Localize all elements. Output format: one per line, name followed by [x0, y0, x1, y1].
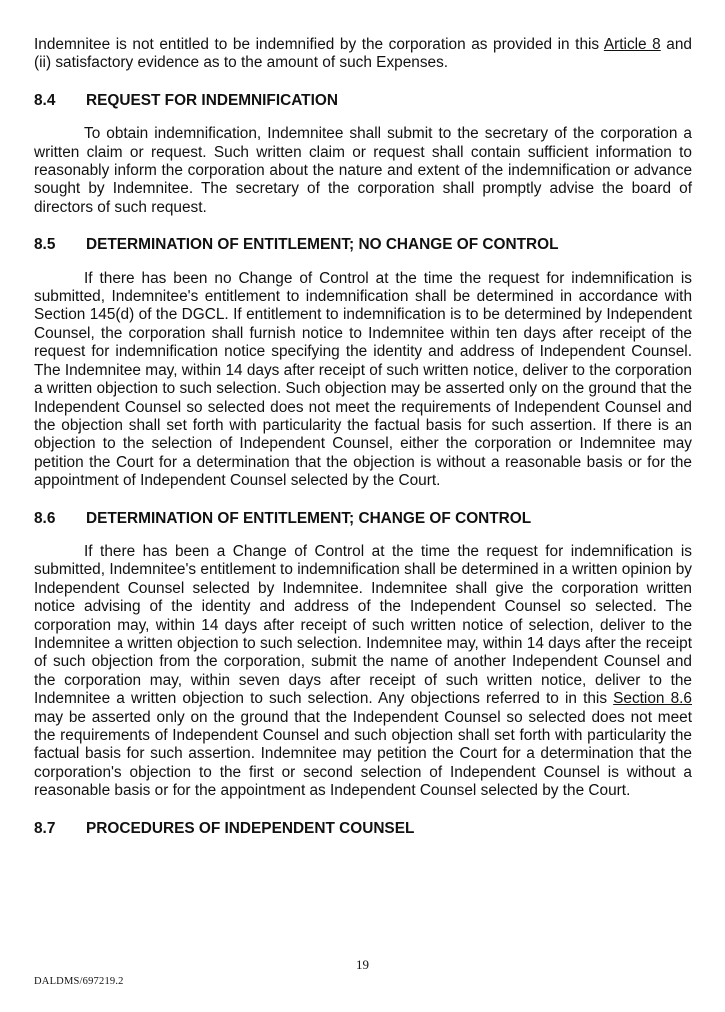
intro-text-before: Indemnitee is not entitled to be indemnified by the corporation as provided in this — [34, 36, 604, 53]
section-body-8-5: If there has been no Change of Control at the time the request for indemnification is submitted, Indemnitee's entitlement to indemnification shall be determined in accordance with Section 145(d) of the DGCL. If entitlement to indemnification is to be determined by Independent Counsel, the corporation shall furnish notice to Indemnitee within ten days after receipt of the request for indemnification notice specifying the identity and address of Independent Counsel. The Indemnitee may, within 14 days after receipt of such written notice, deliver to the corporation a written objection to such selection. Such objection may be asserted only on the ground that the Independent Counsel so selected does not meet the requirements of Independent Counsel and the objection shall set forth with particularity the factual basis for such assertion. If there is an objection to the selection of Independent Counsel, either the corporation or Indemnitee may petition the Court for a determination that the objection is without a reasonable basis or for the appointment of Independent Counsel selected by the Court. — [34, 269, 692, 490]
page-number: 19 — [356, 957, 369, 972]
section-number: 8.6 — [34, 509, 56, 527]
section-heading-8-5 — [34, 236, 692, 254]
section-number: 8.5 — [34, 236, 56, 254]
section-heading-8-7 — [34, 820, 692, 838]
section-number: 8.4 — [34, 91, 56, 109]
section-body-8-6-before: If there has been a Change of Control at the time the request for indemnification is submitted, Indemnitee's entitlement to indemnification shall be determined in a written opinion by Independent Counsel selected by Indemnitee. Indemnitee shall give the corporation written notice advising of the identity and address of the Independent Counsel so selected. The corporation may, within 14 days after receipt of such written notice of selection, deliver to the Indemnitee a written objection to such selection. Indemnitee may, within 14 days after the receipt of such objection from the corporation, submit the name of another Independent Counsel and the corporation may, within seven days after receipt of such written notice, deliver to the Indemnitee a written objection to such selection. Any objections referred to in this — [34, 542, 692, 708]
section-body-8-4: To obtain indemnification, Indemnitee shall submit to the secretary of the corporation a written claim or request. Such written claim or request shall contain sufficient information to reasonably inform the corporation about the nature and extent of the indemnification or advance sought by Indemnitee. The secretary of the corporation shall promptly advise the board of directors of such request. — [34, 125, 692, 216]
section-body-8-6-after: may be asserted only on the ground that the Independent Counsel so selected does not meet the requirements of Independent Counsel and such objection shall set forth with particularity the factual basis for such assertion. Indemnitee may petition the Court for a determination that the corporation's objection to the first or second selection of Independent Counsel is without a reasonable basis or for the appointment as Independent Counsel selected by the Court. — [34, 708, 692, 800]
intro-text-after: and (ii) satisfactory evidence as to the amount of such Expenses. — [34, 36, 692, 72]
section-title: DETERMINATION OF ENTITLEMENT; CHANGE OF CONTROL — [86, 509, 532, 527]
section-heading-8-4 — [34, 92, 692, 110]
section-8-6-reference[interactable]: Section 8.6 — [613, 690, 692, 708]
section-number: 8.7 — [34, 819, 56, 837]
section-title: DETERMINATION OF ENTITLEMENT; NO CHANGE OF CONTROL — [86, 236, 559, 254]
section-title: REQUEST FOR INDEMNIFICATION — [86, 91, 338, 109]
document-page — [34, 36, 692, 853]
section-body-8-6 — [34, 543, 692, 801]
intro-paragraph — [34, 36, 692, 73]
section-title: PROCEDURES OF INDEPENDENT COUNSEL — [86, 819, 415, 837]
section-heading-8-6 — [34, 510, 692, 528]
document-id: DALDMS/697219.2 — [34, 976, 124, 987]
article-8-reference[interactable]: Article 8 — [603, 36, 661, 53]
